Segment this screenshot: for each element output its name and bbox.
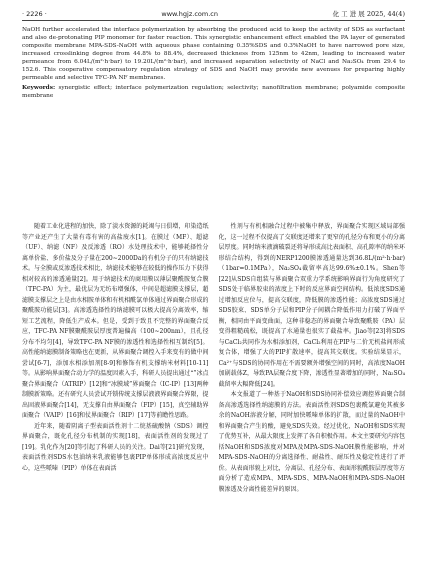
journal-url[interactable]: www.hgjz.com.cn (161, 10, 218, 18)
right-column (219, 222, 406, 573)
paragraph: 近年来，随着阴离子型表面活性剂十二烷基硫酸钠（SDS）调控界面聚合，既化孔径分布机制的实现[18]，表面活性剂的发现过了[19]。乳化作为[20]等引起了科研人员的关注。Dai等[21]研究发现，表面活性剂SDS水包油纳米乳液能够包裹PIP单体形成高浓度反应中心，这些哌嗪（PIP）单体在表面活 (22, 422, 209, 472)
body-columns (22, 222, 405, 573)
keywords-label: Keywords: (22, 84, 56, 91)
paragraph: 本文报道了一种基于NaOH和SDS协同补偿效应调控界面聚合制备高渗透选择性纳滤膜的方法。表面活性剂SDS包裹酰氯避免其被多余的NaOH溶液分解，同时加快哌嗪单体的扩散，而过量的NaOH中和界面聚合产生的酸，避免SDS失效。经过优化，NaOH和SDS实现了优势互补，从最大限度上发挥了各自积极作用。本文主要研究内容包括NaOH和SDS浓度对MPA及MPA-SDS-NaOH膜性能影响，并对MPA-SDS-NaOH的分离选择性、耐盐性、耐压性及稳定性进行了评价。从表面形貌上对比，分离层、孔径分布、表面形貌酰胺层厚度等方面分析了造成MPA、MPA-SDS、MPA-NaOH和MPA-SDS-NaOH膜渗透及分离性能差异的原因。 (218, 391, 405, 493)
running-header (22, 0, 405, 21)
left-column (22, 222, 209, 573)
paragraph: 性剂与有机相融合过程中被集中释放，界面聚合实现区域局部强化，这一过程不仅提高了交联度还增来了更窄的孔径分布和更小的分离层厚度。同时纳米液滴破裂还将导形成高比表面积、高孔隙率的纳米环形结合结构，得到的NERP1200膜渗透通量达到36.8L/(m²·h·bar)（1bar=0.1MPa），Na₂SO₄截留率高达99.6%±0.1%。Shen等[22]从SDS自组装与界面聚合双重力学系统影响界面行为角度研究了SDS处于临界胶束的浓度上下时的反应界面空间结构。低浓度SDS通过增加反应位与，提高交联度，降低膜的渗透性能；高浓度SDS通过SDS胶束、SDS单分子层和PIP分子间耦合降低作用力打破了界面平衡，相同由平面变曲面，这种非稳态的界面聚合导致聚酰胺（PA）层变得粗糙疏松，既提高了水通量也很实了截盐率。Jiao等[23]将SDS与CaCl₂共同作为水相添加剂，CaCl₂利用在PIP与二价无机盐间形成复合体，增强了大的PIP扩散速率，提高其交联度。实验结果显示，Ca²⁺与SDS的协同作用在不需要额外增强空间的同时，高浓度NaOH加剧载体Z，导致PA层聚合度下降，渗透性显著增加的同时，Na₂SO₄截留率大幅降低[24]。 (218, 223, 405, 388)
keywords-text: synergistic effect; interface polymerization regulation; selectivity; nanofiltration membrane; polyamide composite membrane (22, 84, 405, 99)
paragraph: 随着工业化进程的加快，除了淡水资源的耗竭与日俱增，印染造纸等产业还产生了大量有毒有害的高盐废水[1]。在膜过（MF）、超滤（UF）、纳滤（NF）及反渗透（RO）水处理技术中，能够耗择性分离单价盐、多价盐及分子量在200~2000Da的有机分子的只有纳滤技术。与全膜或反渗透技术相比，纳滤技术能够在较低的操作压力下获得相对较高的渗透通量[2]。用于纳滤技术的商用膜以薄层聚酰胺复合膜（TFC-PA）为主，最优层为无纺布增强体，中间是超滤膜支撑层，超滤膜支撑层之上是由水相胺单体和有机相酰氯单体通过界面聚合形成的聚酰胺功能层[3]。高渗透选择性的纳滤膜可以极大提高分离效率，缩短工艺流程，降低生产成本。但是，受到于致且不完整的界面聚合反应，TFC-PA NF膜聚酰胺层厚度普遍偏高（100~200nm），且孔径分布不均匀[4]，导致TFC-PA NF膜的渗透性和选择性相互制约[5]。高性能纳滤膜制备策略也在更新，从界面聚合调控入手来变有的做中间尝试[6-7]，添加水相添加剂[8-9]和修饰有机支撑纳米材料[10-11]等。从影响界面聚合动力学的温度因素入手，科研人员提出通过“”冰点聚合界面聚合（ATRIP）[12]和“冰膜域”界面聚合（IC-IP）[13]两种制膜新策略。还有研究人员尝试开锁传统支撑层液液界面聚合界限，提出固液界面聚合[14]，无支撑自由界面聚合（FIP）[15]，真空辅助界面聚合（VAIP）[16]和仗界面聚合（RIP）[17]等前瞻性思路。 (22, 223, 209, 419)
page-number: · 2226 · (22, 10, 47, 18)
keywords-line (22, 85, 405, 101)
journal-citation: 化 工 进 展 2025, 44(4) (332, 10, 405, 18)
english-abstract (22, 27, 405, 101)
abstract-text: NaOH further accelerated the interface polymerization by absorbing the produced acid to keep the activity of SDS as surfactant and also de-protonating PIP monomer for faster reaction. This synergistic enhancement effect enabled the PA layer of generated composite membrane MPA-SDS-NaOH with aqueous phase containing 0.35%SDS and 0.3%NaOH to have narrowed pore size, increased crosslinking degree from 44.8% to 88.4%, decreased thickness from 125nm to 42nm, leading to increased water permeance from 6.04L/(m²·h·bar) to 19.20L/(m²·h·bar), and increased separation selectivity of NaCl and Na₂SO₄ from 29.4 to 152.6. This cooperative compensatory regulation strategy of SDS and NaOH may provide new avenues for preparing highly permeable and selective TFC-PA NF membranes. (22, 27, 405, 81)
